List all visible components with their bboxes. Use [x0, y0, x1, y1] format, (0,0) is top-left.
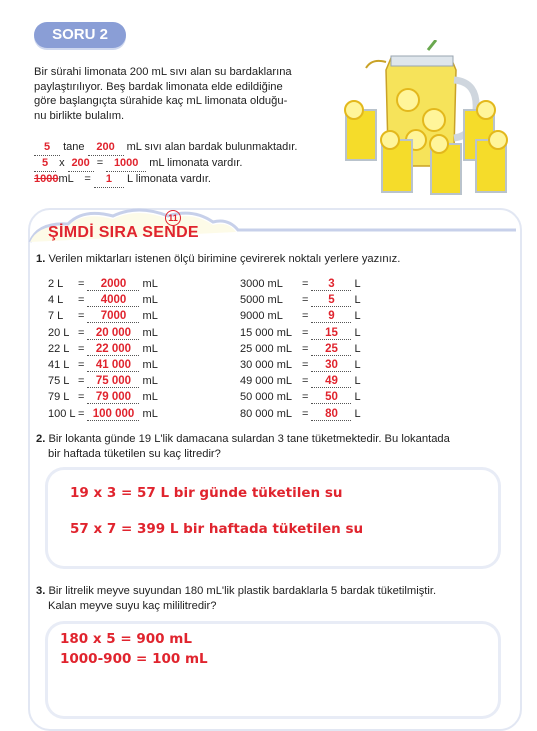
text: tane — [63, 141, 85, 153]
answer: 5 — [34, 140, 60, 156]
conversion-answer[interactable]: 2000 — [87, 278, 139, 291]
section-number: 11 — [165, 210, 181, 226]
fill-line-3 — [34, 172, 211, 188]
equals-sign: = — [302, 278, 312, 290]
question-text: Bir lokanta günde 19 L'lik damacana sulardan 3 tane tüketmektedir. Bu lokantada — [48, 433, 450, 445]
answer: 200 — [68, 156, 94, 172]
conversion-row — [240, 341, 361, 357]
equals-sign: = — [302, 391, 312, 404]
conversion-label: 20 L — [48, 326, 70, 339]
text: = — [96, 157, 104, 169]
equals-sign: = — [78, 391, 88, 404]
unit-label: L — [351, 342, 361, 355]
unit-label: L — [351, 375, 361, 388]
conversion-answer[interactable]: 20 000 — [87, 327, 139, 340]
conversion-label: 80 000 mL — [240, 407, 292, 420]
unit-label: mL — [139, 342, 158, 355]
unit-label: L — [351, 326, 361, 339]
conversion-answer[interactable]: 30 — [311, 359, 351, 372]
unit-label: L — [351, 294, 361, 307]
soru-badge: SORU 2 — [34, 22, 126, 48]
text: x — [59, 157, 65, 169]
conversion-answer[interactable]: 80 — [311, 408, 351, 421]
question-1 — [36, 252, 506, 267]
unit-label: mL — [139, 359, 158, 371]
conversion-answer[interactable]: 22 000 — [87, 343, 139, 356]
answer-line: 57 x 7 = 399 L bir haftada tüketilen su — [70, 521, 364, 537]
unit-label: mL — [139, 391, 158, 404]
question-number: 1. — [36, 253, 46, 265]
conversion-label: 4 L — [48, 294, 64, 307]
problem-line: göre başlangıçta sürahide kaç mL limonata olduğu- — [34, 95, 288, 107]
text: mL — [58, 173, 74, 185]
unit-label: mL — [139, 294, 158, 307]
question-number: 3. — [36, 585, 46, 597]
conversion-answer[interactable]: 5 — [311, 294, 351, 307]
conversion-row — [48, 357, 158, 373]
conversion-answer[interactable]: 49 — [311, 375, 351, 388]
unit-label: mL — [139, 278, 158, 290]
conversion-answer[interactable]: 3 — [311, 278, 351, 291]
answer: 5 — [34, 156, 56, 172]
answer: 1000 — [106, 156, 146, 172]
conversion-answer[interactable]: 79 000 — [87, 391, 139, 404]
conversion-label: 75 L — [48, 375, 70, 388]
conversion-label: 15 000 mL — [240, 326, 292, 339]
conversion-answer[interactable]: 4000 — [87, 294, 139, 307]
conversion-row — [48, 325, 158, 341]
unit-label: L — [351, 407, 361, 420]
question-2 — [36, 432, 506, 461]
equals-sign: = — [302, 326, 312, 339]
conversion-row — [240, 292, 361, 308]
problem-line: Bir sürahi limonata 200 mL sıvı alan su bardaklarına — [34, 66, 292, 78]
conversion-row — [48, 373, 158, 389]
text: mL sıvı alan bardak bulunmaktadır. — [126, 141, 298, 153]
conversion-row — [48, 341, 158, 357]
conversion-answer[interactable]: 75 000 — [87, 375, 139, 388]
conversion-row — [240, 308, 361, 324]
equals-sign: = — [302, 310, 312, 323]
conversion-label: 50 000 mL — [240, 391, 292, 404]
text: = — [84, 173, 91, 185]
section-title: ŞİMDİ SIRA SENDE — [48, 224, 199, 241]
conversion-row — [240, 357, 361, 373]
answer-line: 19 x 3 = 57 L bir günde tüketilen su — [70, 485, 343, 501]
equals-sign: = — [78, 359, 88, 371]
conversion-answer[interactable]: 41 000 — [87, 359, 139, 372]
unit-label: mL — [139, 310, 158, 323]
conversion-row — [240, 389, 361, 405]
unit-label: L — [351, 359, 361, 371]
question-text: bir haftada tüketilen su kaç litredir? — [48, 447, 221, 460]
question-number: 2. — [36, 433, 46, 445]
equals-sign: = — [302, 359, 312, 371]
equals-sign: = — [78, 342, 88, 355]
equals-sign: = — [302, 407, 312, 420]
text: mL limonata vardır. — [149, 157, 243, 169]
question-text: Verilen miktarları istenen ölçü birimine çevirerek noktalı yerlere yazınız. — [48, 253, 401, 265]
conversion-answer[interactable]: 100 000 — [87, 408, 139, 421]
conversion-label: 79 L — [48, 391, 70, 404]
equals-sign: = — [78, 278, 88, 290]
conversion-label: 41 L — [48, 359, 70, 371]
conversion-answer[interactable]: 7000 — [87, 310, 139, 323]
conversion-row — [240, 406, 361, 422]
unit-label: mL — [139, 407, 158, 420]
conversion-label: 49 000 mL — [240, 375, 292, 388]
conversion-answer[interactable]: 50 — [311, 391, 351, 404]
answer-line: 1000-900 = 100 mL — [60, 651, 208, 667]
unit-label: mL — [139, 326, 158, 339]
conversion-row — [48, 292, 158, 308]
equals-sign: = — [302, 294, 312, 307]
conversion-row — [48, 406, 158, 422]
lemonade-illustration — [336, 40, 526, 200]
conversion-label: 25 000 mL — [240, 342, 292, 355]
equals-sign: = — [78, 294, 88, 307]
conversion-row — [240, 325, 361, 341]
conversion-answer[interactable]: 9 — [311, 310, 351, 323]
conversion-row — [240, 373, 361, 389]
question-text: Kalan meyve suyu kaç mililitredir? — [48, 599, 217, 612]
conversion-label: 30 000 mL — [240, 359, 292, 371]
conversion-label: 22 L — [48, 342, 70, 355]
answer: 200 — [88, 140, 124, 156]
unit-label: L — [351, 310, 361, 323]
equals-sign: = — [78, 310, 88, 323]
unit-label: mL — [139, 375, 158, 388]
answer: 1 — [94, 172, 124, 188]
problem-text — [34, 65, 334, 123]
equals-sign: = — [302, 375, 312, 388]
question-text: Bir litrelik meyve suyundan 180 mL'lik plastik bardaklarla 5 bardak tüketilmiştir. — [48, 585, 437, 597]
conversion-row — [48, 389, 158, 405]
unit-label: L — [351, 391, 361, 404]
conversion-label: 2 L — [48, 278, 64, 290]
conversion-row — [48, 276, 158, 292]
answer-line: 180 x 5 = 900 mL — [60, 631, 192, 647]
answer: 1000 — [34, 173, 59, 185]
conversion-label: 9000 mL — [240, 310, 283, 323]
problem-line: nu birlikte bulalım. — [34, 109, 125, 122]
equals-sign: = — [78, 407, 88, 420]
text: L limonata vardır. — [126, 173, 211, 185]
conversion-row — [240, 276, 361, 292]
conversion-label: 100 L — [48, 407, 76, 420]
equals-sign: = — [302, 342, 312, 355]
fill-line-1 — [34, 140, 297, 156]
question-3 — [36, 584, 506, 613]
conversion-label: 5000 mL — [240, 294, 283, 307]
conversion-answer[interactable]: 15 — [311, 327, 351, 340]
conversion-label: 7 L — [48, 310, 64, 323]
fill-line-2 — [34, 156, 242, 172]
equals-sign: = — [78, 326, 88, 339]
problem-line: paylaştırılıyor. Beş bardak limonata elde edildiğine — [34, 80, 283, 93]
equals-sign: = — [78, 375, 88, 388]
conversion-label: 3000 mL — [240, 278, 283, 290]
conversion-answer[interactable]: 25 — [311, 343, 351, 356]
unit-label: L — [351, 278, 361, 290]
conversion-row — [48, 308, 158, 324]
